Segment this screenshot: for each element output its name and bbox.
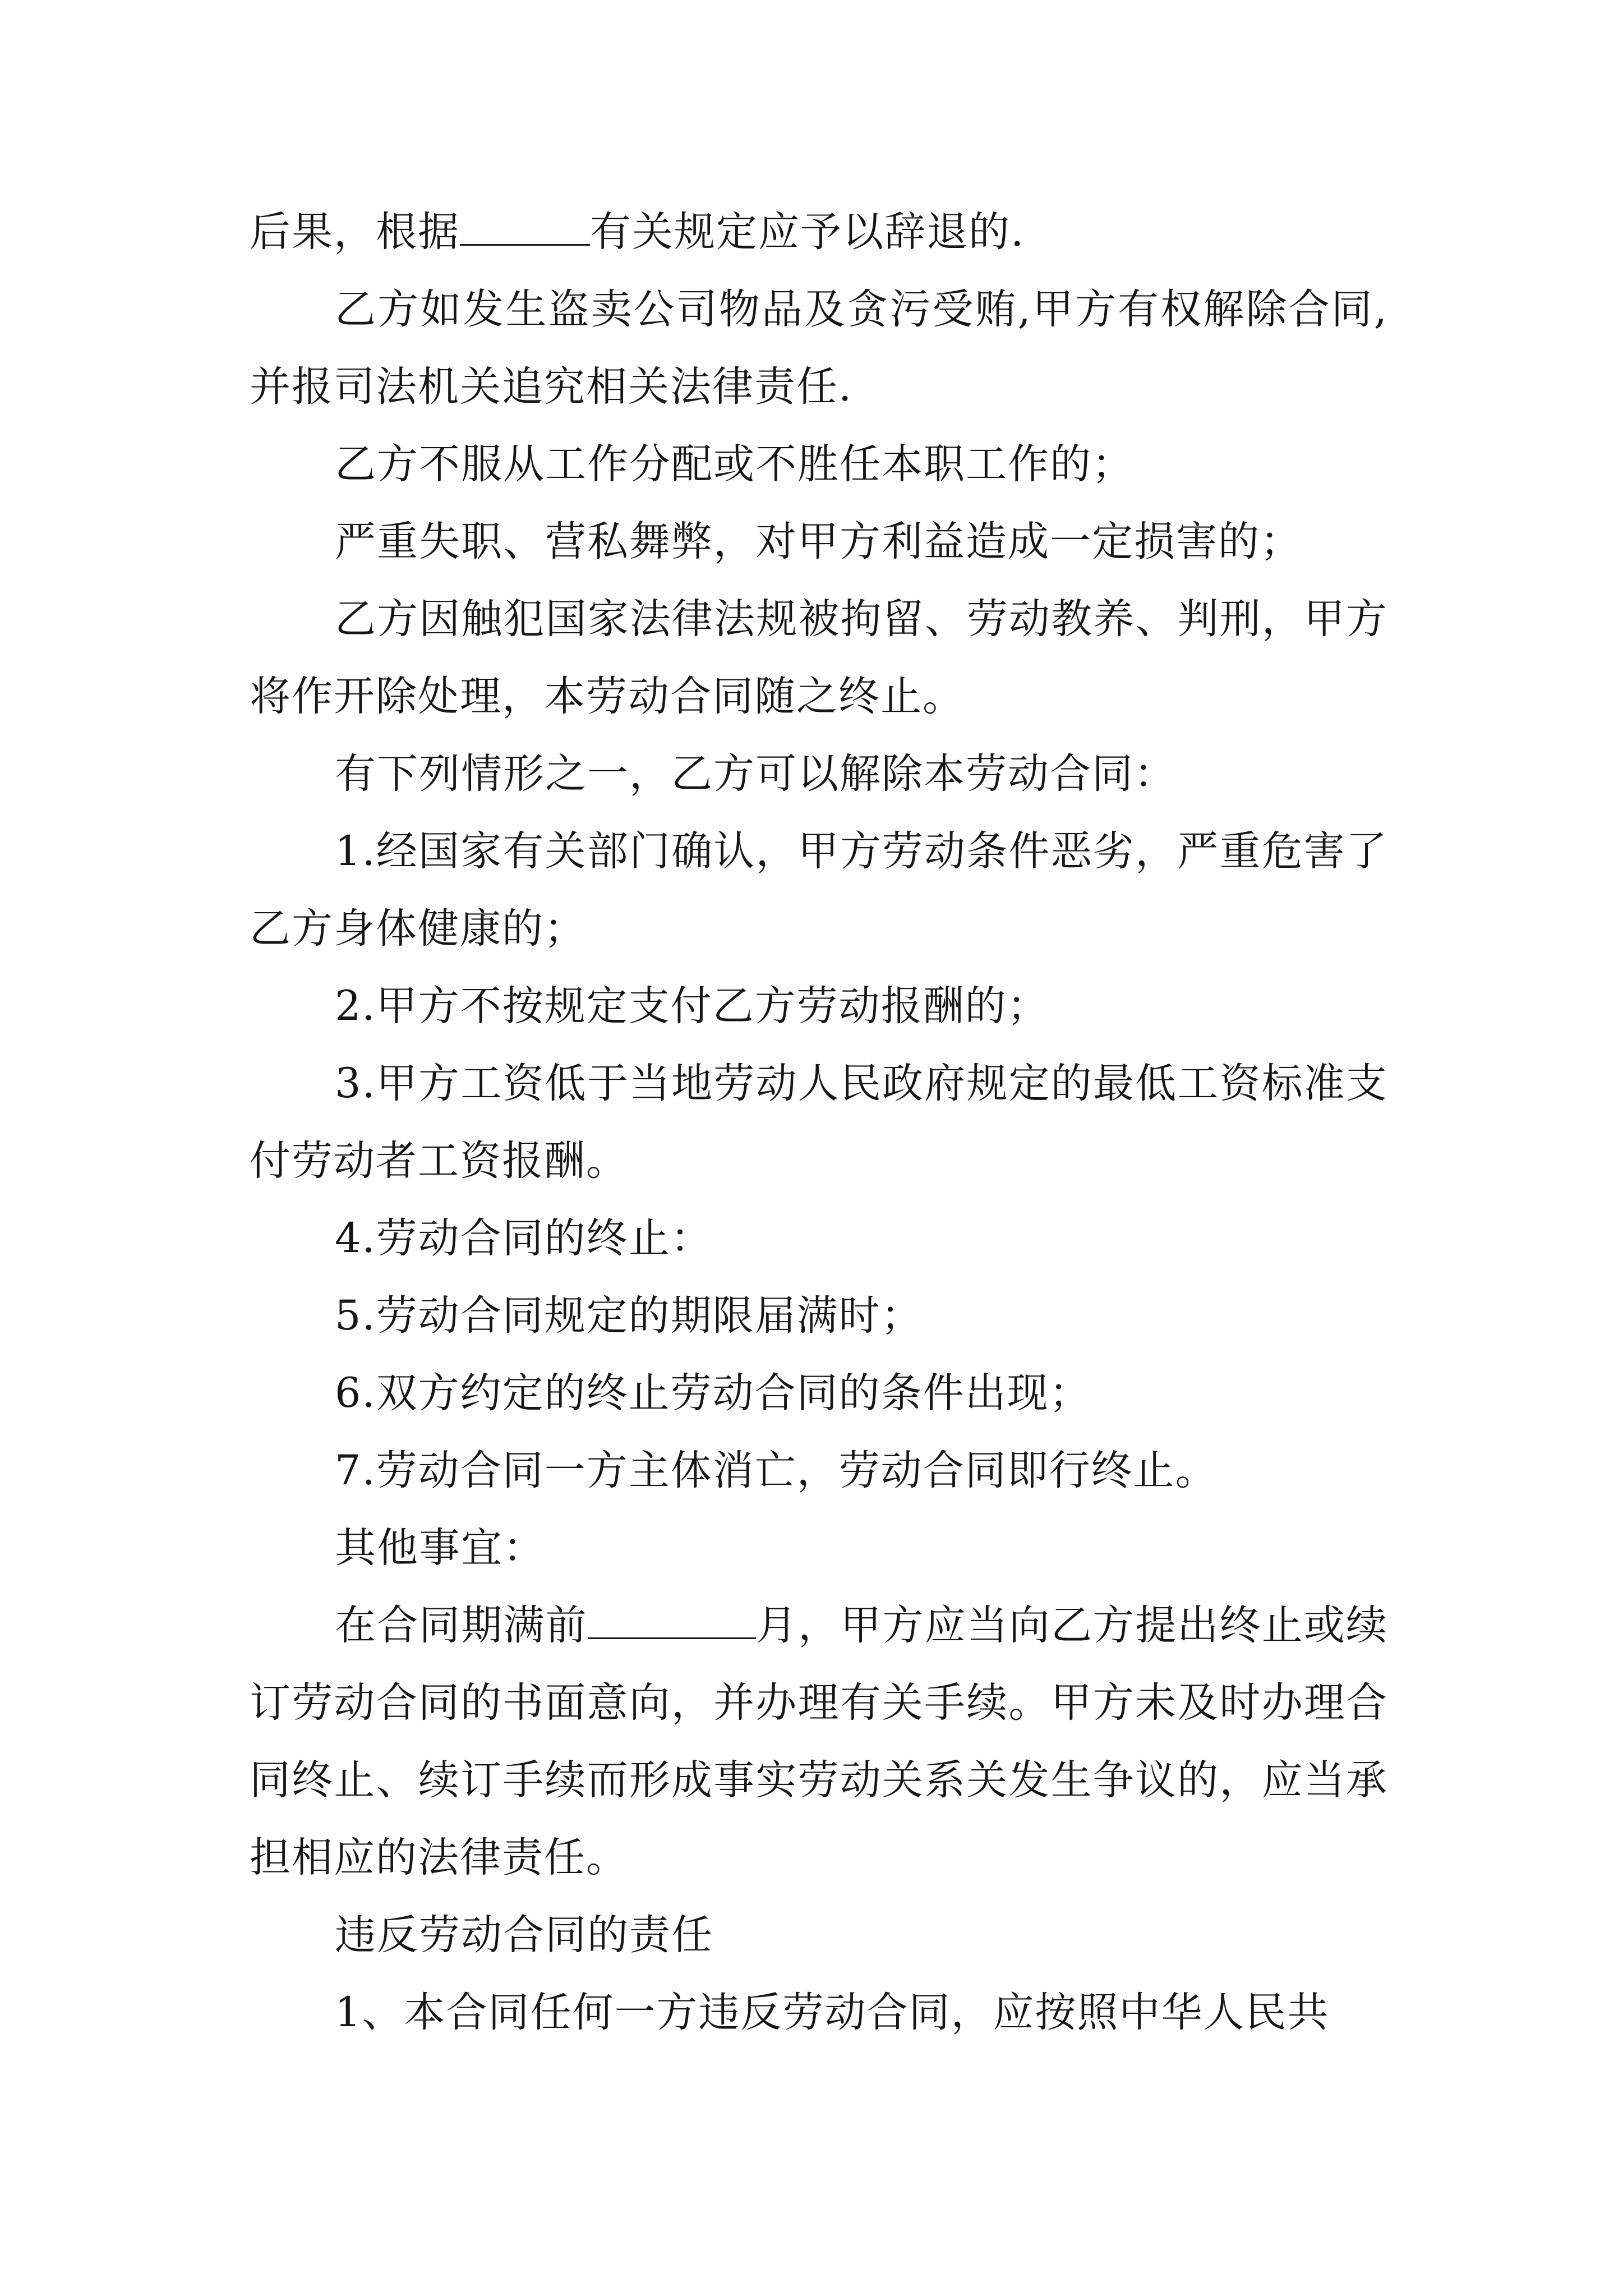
section-heading-breach-liability: 违反劳动合同的责任 <box>335 1911 713 1959</box>
paragraph-renewal-notice <box>250 1587 1388 1897</box>
paragraph-breach-clause-1: 1、本合同任何一方违反劳动合同，应按照中华人民共 <box>335 1989 1330 2036</box>
fill-in-blank-months[interactable] <box>588 1604 756 1639</box>
list-item-6: 6.双方约定的终止劳动合同的条件出现； <box>335 1369 1091 1417</box>
section-heading-other-matters: 其他事宜： <box>335 1524 545 1572</box>
list-item-2: 2.甲方不按规定支付乙方劳动报酬的； <box>335 982 1049 1030</box>
list-item-4: 4.劳动合同的终止： <box>335 1214 713 1262</box>
list-item-1: 1.经国家有关部门确认，甲方劳动条件恶劣，严重危害了乙方身体健康的； <box>250 827 1388 953</box>
paragraph-dereliction: 严重失职、营私舞弊，对甲方利益造成一定损害的； <box>335 518 1302 565</box>
paragraph-text-before-blank: 后果，根据 <box>250 208 460 256</box>
paragraph-theft-corruption: 乙方如发生盗卖公司物品及贪污受贿,甲方有权解除合同,并报司法机关追究相关法律责任. <box>250 286 1388 411</box>
paragraph-disobey-assignment: 乙方不服从工作分配或不胜任本职工作的； <box>335 440 1134 488</box>
paragraph-text-before-blank: 在合同期满前 <box>335 1602 588 1649</box>
paragraph-text-after-blank: 有关规定应予以辞退的. <box>590 208 1025 256</box>
list-item-5: 5.劳动合同规定的期限届满时； <box>335 1292 923 1340</box>
list-item-7: 7.劳动合同一方主体消亡，劳动合同即行终止。 <box>335 1447 1218 1494</box>
list-item-3: 3.甲方工资低于当地劳动人民政府规定的最低工资标准支付劳动者工资报酬。 <box>250 1060 1388 1185</box>
fill-in-blank-regulation[interactable] <box>460 210 590 246</box>
document-body <box>250 194 1388 2051</box>
paragraph-criminal-offense: 乙方因触犯国家法律法规被拘留、劳动教养、判刑，甲方将作开除处理，本劳动合同随之终止。 <box>250 595 1388 720</box>
paragraph-text-after-blank: 月，甲方应当向乙方提出终止或续订劳动合同的书面意向，并办理有关手续。甲方未及时办理合同终止、续订手续而形成事实劳动关系关发生争议的，应当承担相应的法律责任。 <box>250 1602 1389 1881</box>
paragraph-dismissal-consequence <box>250 194 1388 271</box>
paragraph-employee-termination-heading: 有下列情形之一，乙方可以解除本劳动合同： <box>335 750 1176 798</box>
